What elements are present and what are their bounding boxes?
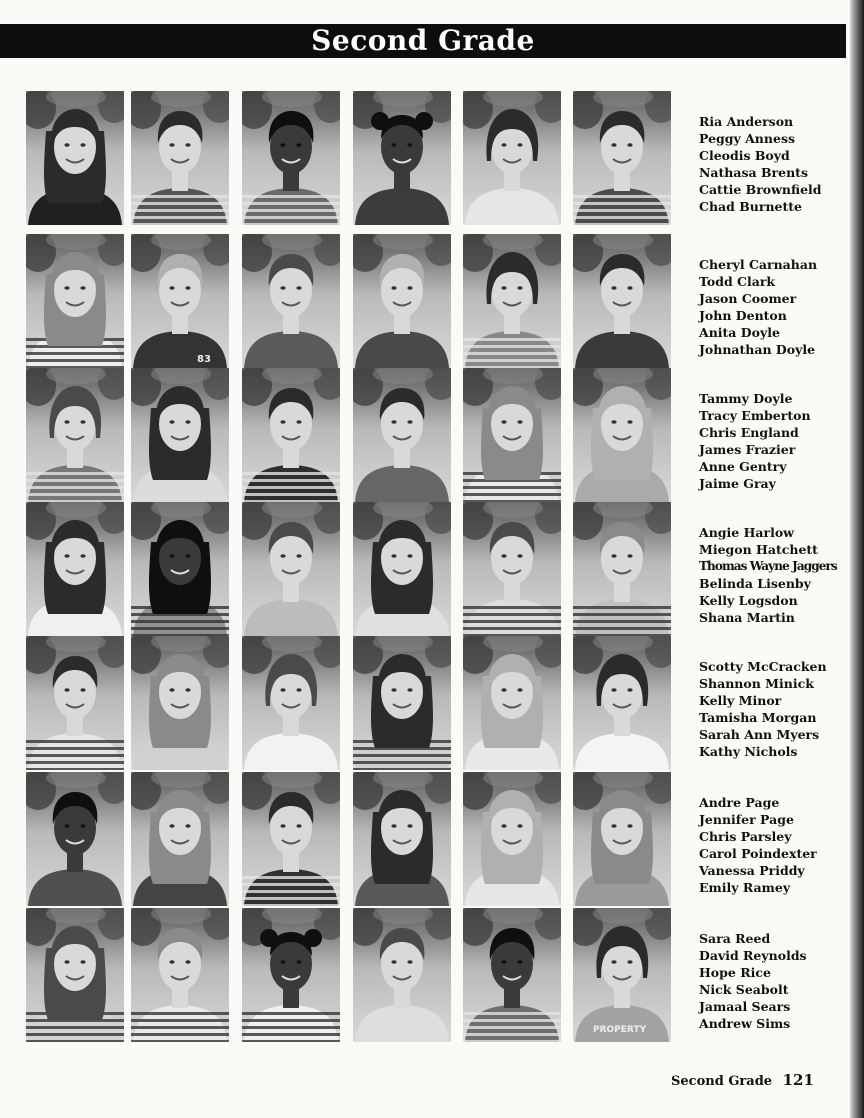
student-portrait [353, 91, 451, 225]
student-name: Nathasa Brents [699, 165, 808, 180]
student-portrait [26, 234, 124, 368]
student-name: Kelly Minor [699, 693, 782, 708]
student-portrait [131, 234, 229, 368]
student-portrait [242, 772, 340, 906]
student-portrait [353, 636, 451, 770]
student-portrait [463, 91, 561, 225]
student-portrait [242, 368, 340, 502]
student-names-list [699, 390, 849, 492]
student-name: Tamisha Morgan [699, 710, 817, 725]
student-name: Andrew Sims [699, 1016, 791, 1031]
student-name: Emily Ramey [699, 880, 791, 895]
student-name: Johnathan Doyle [699, 342, 816, 357]
student-name: John Denton [699, 308, 787, 323]
student-name: Anne Gentry [699, 459, 787, 474]
student-portrait [573, 636, 671, 770]
page-title-banner [0, 24, 846, 58]
student-name: Chris Parsley [699, 829, 792, 844]
student-portrait [463, 636, 561, 770]
student-portrait [26, 502, 124, 636]
student-name: Shannon Minick [699, 676, 814, 691]
student-name: Cattie Brownfield [699, 182, 822, 197]
shirt-number-text: 83 [197, 354, 211, 365]
student-portrait [573, 91, 671, 225]
student-portrait [463, 368, 561, 502]
student-name: Jamaal Sears [699, 999, 791, 1014]
student-name: Chris England [699, 425, 799, 440]
photo-row [26, 636, 846, 771]
student-names-list [699, 524, 849, 626]
student-portrait [353, 234, 451, 368]
student-portrait [131, 636, 229, 770]
student-portrait [242, 91, 340, 225]
student-name: Jason Coomer [699, 291, 797, 306]
student-names-list [699, 658, 849, 760]
student-names-list [699, 113, 849, 215]
student-portrait [131, 368, 229, 502]
student-name: Hope Rice [699, 965, 771, 980]
student-portrait [131, 91, 229, 225]
student-portrait [131, 772, 229, 906]
photo-row [26, 368, 846, 503]
student-name: Sara Reed [699, 931, 771, 946]
student-name: Cheryl Carnahan [699, 257, 818, 272]
student-name: Vanessa Priddy [699, 863, 805, 878]
page-number: 121 [782, 1071, 814, 1089]
student-portrait [26, 636, 124, 770]
student-name: Cleodis Boyd [699, 148, 790, 163]
student-portrait [353, 772, 451, 906]
student-portrait [463, 772, 561, 906]
student-name: Jennifer Page [699, 812, 794, 827]
student-portrait [26, 91, 124, 225]
student-portrait [26, 908, 124, 1042]
photo-row [26, 502, 846, 637]
student-portrait [463, 502, 561, 636]
student-portrait [242, 908, 340, 1042]
student-portrait [463, 908, 561, 1042]
student-portrait [242, 502, 340, 636]
page-binding-edge [850, 0, 864, 1118]
student-portrait [26, 368, 124, 502]
student-portrait [131, 502, 229, 636]
student-name: Miegon Hatchett [699, 542, 818, 557]
student-names-list [699, 930, 849, 1032]
student-name: Kathy Nichols [699, 744, 798, 759]
student-name: Sarah Ann Myers [699, 727, 820, 742]
shirt-print-text: PROPERTY [593, 1025, 647, 1035]
photo-row [26, 908, 846, 1043]
page-footer [671, 1071, 814, 1089]
student-portrait [242, 234, 340, 368]
student-name: David Reynolds [699, 948, 807, 963]
student-name: Tammy Doyle [699, 391, 793, 406]
student-name: Peggy Anness [699, 131, 796, 146]
student-portrait [463, 234, 561, 368]
photo-row [26, 234, 846, 369]
student-name: Jaime Gray [699, 476, 776, 491]
student-name: Shana Martin [699, 610, 795, 625]
student-name: Carol Poindexter [699, 846, 817, 861]
student-name: James Frazier [699, 442, 796, 457]
student-portrait [26, 772, 124, 906]
student-portrait [353, 502, 451, 636]
student-name: Tracy Emberton [699, 408, 811, 423]
student-names-list [699, 256, 849, 358]
student-portrait [131, 908, 229, 1042]
photo-row [26, 91, 846, 226]
photo-row [26, 772, 846, 907]
student-name: Angie Harlow [699, 525, 794, 540]
student-portrait [353, 908, 451, 1042]
student-portrait [242, 636, 340, 770]
student-name: Ria Anderson [699, 114, 794, 129]
student-portrait [573, 772, 671, 906]
student-name: Todd Clark [699, 274, 776, 289]
student-portrait [573, 502, 671, 636]
student-portrait [353, 368, 451, 502]
student-portrait [573, 368, 671, 502]
student-name: Anita Doyle [699, 325, 780, 340]
student-name: Belinda Lisenby [699, 576, 811, 591]
student-portrait [573, 908, 671, 1042]
student-name: Kelly Logsdon [699, 593, 798, 608]
student-name: Scotty McCracken [699, 659, 827, 674]
student-portrait [573, 234, 671, 368]
student-name: Thomas Wayne Jaggers [699, 559, 837, 573]
student-name: Andre Page [699, 795, 780, 810]
student-name: Chad Burnette [699, 199, 803, 214]
page-title: Second Grade [311, 24, 535, 57]
student-name: Nick Seabolt [699, 982, 789, 997]
student-names-list [699, 794, 849, 896]
footer-section-label: Second Grade [671, 1074, 773, 1089]
